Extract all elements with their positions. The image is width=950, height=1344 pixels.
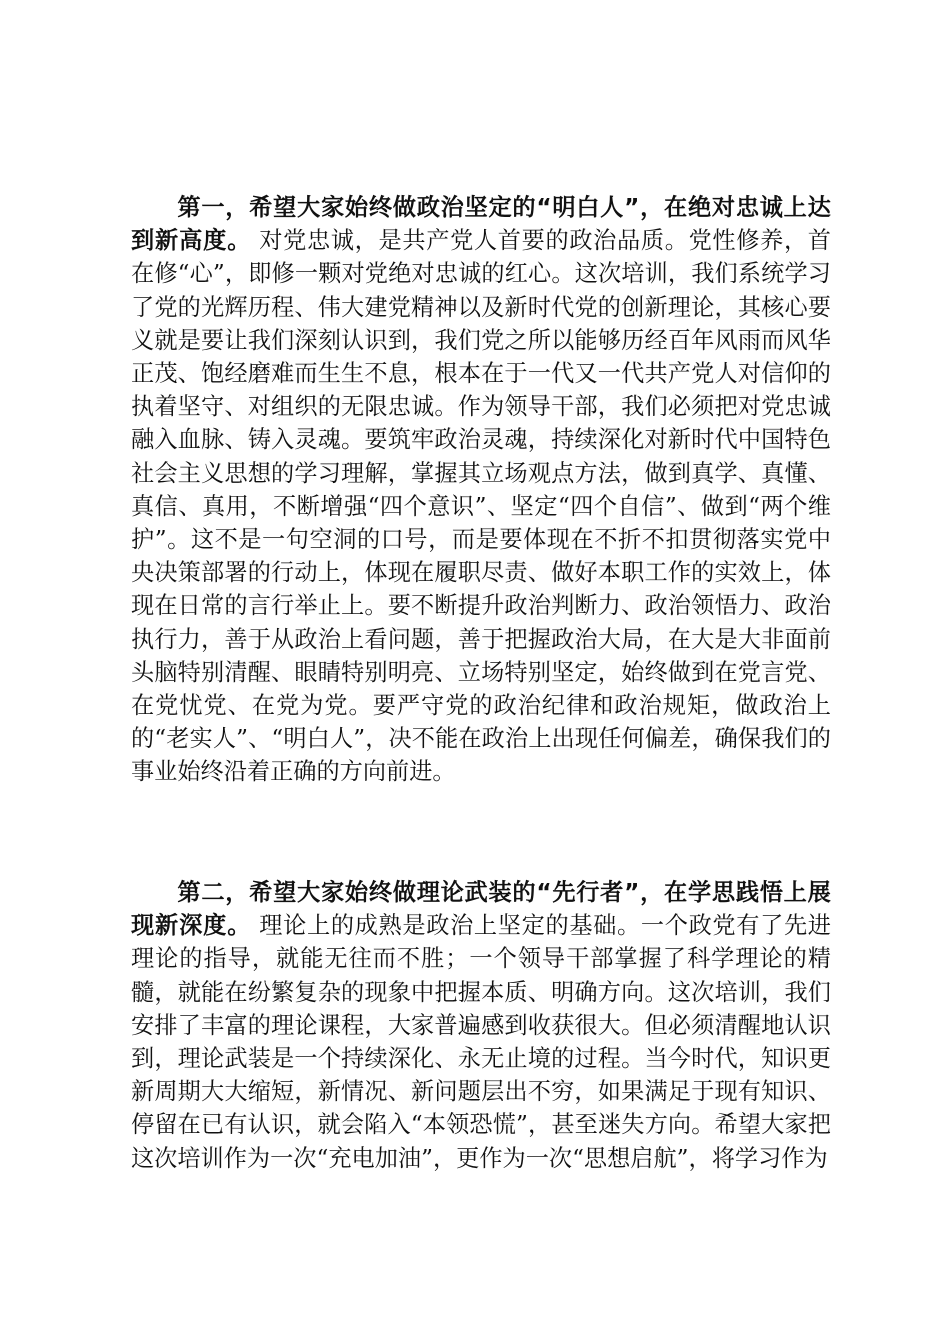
paragraph-1-heading: 第一，希望大家始终做政治坚定的“明白人”，在绝对忠诚上达到新高度。 — [131, 194, 831, 255]
paragraph-2 — [131, 876, 831, 1175]
paragraph-2-body: 理论上的成熟是政治上坚定的基础。一个政党有了先进理论的指导，就能无往而不胜；一个领导干部掌握了科学理论的精髓，就能在纷繁复杂的现象中把握本质、明确方向。这次培训，我们安排了丰富的理论课程，大家普遍感到收获很大。但必须清醒地认识到，理论武装是一个持续深化、永无止境的过程。当今时代，知识更新周期大大缩短，新情况、新问题层出不穷，如果满足于现有知识、停留在已有认识，就会陷入“本领恐慌”，甚至迷失方向。希望大家把这次培训作为一次“充电加油”，更作为一次“思想启航”，将学习作为 — [131, 912, 831, 1172]
paragraph-1 — [131, 191, 831, 789]
paragraph-2-heading: 第二，希望大家始终做理论武装的“先行者”，在学思践悟上展现新深度。 — [131, 879, 831, 940]
paragraph-1-body: 对党忠诚，是共产党人首要的政治品质。党性修养，首在修“心”，即修一颗对党绝对忠诚的红心。这次培训，我们系统学习了党的光辉历程、伟大建党精神以及新时代党的创新理论，其核心要义就是要让我们深刻认识到，我们党之所以能够历经百年风雨而风华正茂、饱经磨难而生生不息，根本在于一代又一代共产党人对信仰的执着坚守、对组织的无限忠诚。作为领导干部，我们必须把对党忠诚融入血脉、铸入灵魂。要筑牢政治灵魂，持续深化对新时代中国特色社会主义思想的学习理解，掌握其立场观点方法，做到真学、真懂、真信、真用，不断增强“四个意识”、坚定“四个自信”、做到“两个维护”。这不是一句空洞的口号，而是要体现在不折不扣贯彻落实党中央决策部署的行动上，体现在履职尽责、做好本职工作的实效上，体现在日常的言行举止上。要不断提升政治判断力、政治领悟力、政治执行力，善于从政治上看问题，善于把握政治大局，在大是大非面前头脑特别清醒、眼睛特别明亮、立场特别坚定，始终做到在党言党、在党忧党、在党为党。要严守党的政治纪律和政治规矩，做政治上的“老实人”、“明白人”，决不能在政治上出现任何偏差，确保我们的事业始终沿着正确的方向前进。 — [131, 227, 831, 786]
